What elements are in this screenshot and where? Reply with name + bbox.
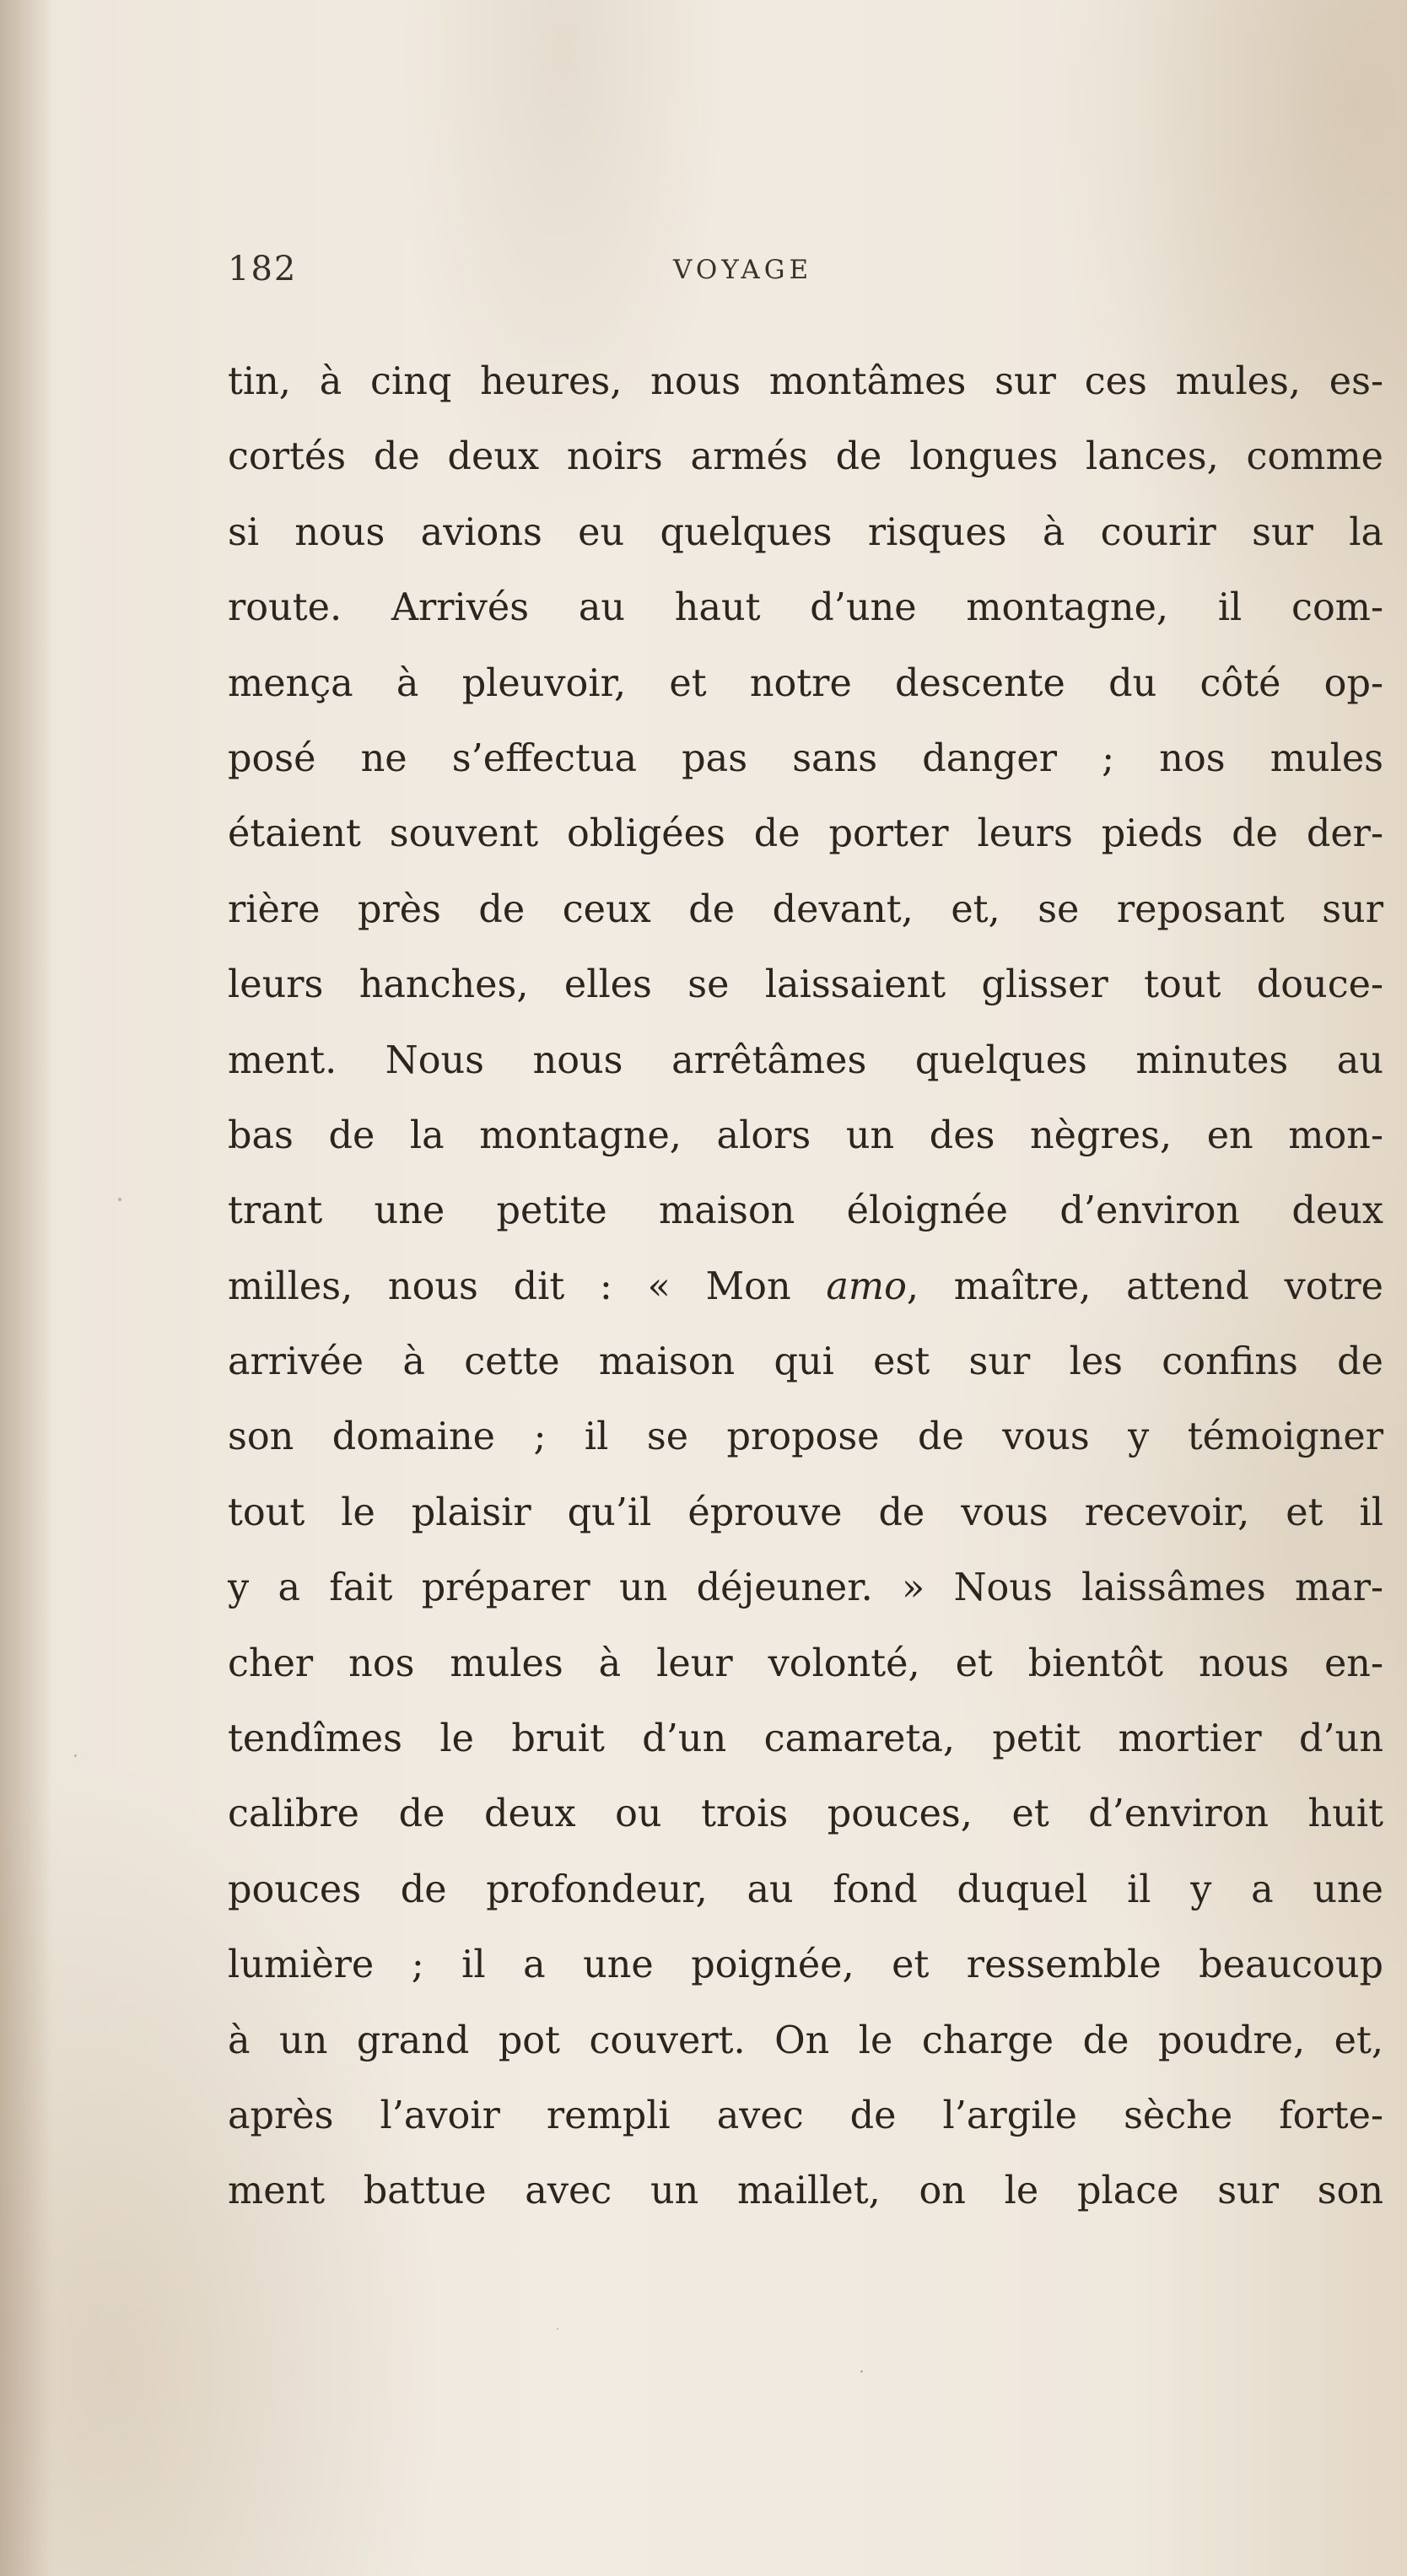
text-line: cher nos mules à leur volonté, et bientôt nous en- xyxy=(228,1641,1383,1685)
text-line: tin, à cinq heures, nous montâmes sur ces mules, es- xyxy=(228,360,1383,403)
text-line: arrivée à cette maison qui est sur les confins de xyxy=(228,1340,1383,1384)
text-line: milles, nous dit : « Mon amo, maître, attend votre xyxy=(228,1264,1384,1308)
text-line: son domaine ; il se propose de vous y témoigner xyxy=(228,1415,1383,1459)
page-header xyxy=(228,250,1400,300)
text-line: tendîmes le bruit d’un camareta, petit mortier d’un xyxy=(228,1717,1383,1761)
text-line: cortés de deux noirs armés de longues lances, comme xyxy=(228,435,1383,479)
paper-speck xyxy=(557,2328,558,2330)
text-line: ment. Nous nous arrêtâmes quelques minutes au xyxy=(228,1038,1383,1082)
text-line: mença à pleuvoir, et notre descente du côté op- xyxy=(228,661,1383,705)
italic-word: amo xyxy=(826,1264,907,1308)
gutter-shadow xyxy=(0,0,51,2576)
text-line: pouces de profondeur, au fond duquel il y a une xyxy=(228,1867,1383,1911)
text-line: leurs hanches, elles se laissaient glisser tout douce- xyxy=(228,963,1383,1007)
text-line: à un grand pot couvert. On le charge de poudre, et, xyxy=(228,2018,1383,2062)
text-line: posé ne s’effectua pas sans danger ; nos mules xyxy=(228,736,1383,780)
text-line: tout le plaisir qu’il éprouve de vous recevoir, et il xyxy=(228,1490,1383,1534)
body-text xyxy=(228,344,1383,2229)
text-line: après l’avoir rempli avec de l’argile sèche forte- xyxy=(228,2094,1383,2137)
running-head: VOYAGE xyxy=(673,255,813,285)
text-line: étaient souvent obligées de porter leurs pieds de der- xyxy=(228,812,1383,856)
text-line: route. Arrivés au haut d’une montagne, il com- xyxy=(228,586,1383,630)
text-line: ment battue avec un maillet, on le place sur son xyxy=(228,2169,1383,2213)
text-line: rière près de ceux de devant, et, se reposant sur xyxy=(228,887,1383,931)
paper-speck xyxy=(74,1754,77,1757)
paper-speck xyxy=(860,2370,863,2373)
text-line: y a fait préparer un déjeuner. » Nous laissâmes mar- xyxy=(228,1566,1383,1610)
text-line: calibre de deux ou trois pouces, et d’environ huit xyxy=(228,1792,1383,1836)
paper-speck xyxy=(118,1198,121,1201)
text-line: si nous avions eu quelques risques à courir sur la xyxy=(228,510,1383,554)
page-number: 182 xyxy=(228,250,298,288)
text-line: bas de la montagne, alors un des nègres, en mon- xyxy=(228,1113,1383,1157)
text-line: lumière ; il a une poignée, et ressemble beaucoup xyxy=(228,1943,1383,1987)
text-line: trant une petite maison éloignée d’environ deux xyxy=(228,1189,1383,1233)
